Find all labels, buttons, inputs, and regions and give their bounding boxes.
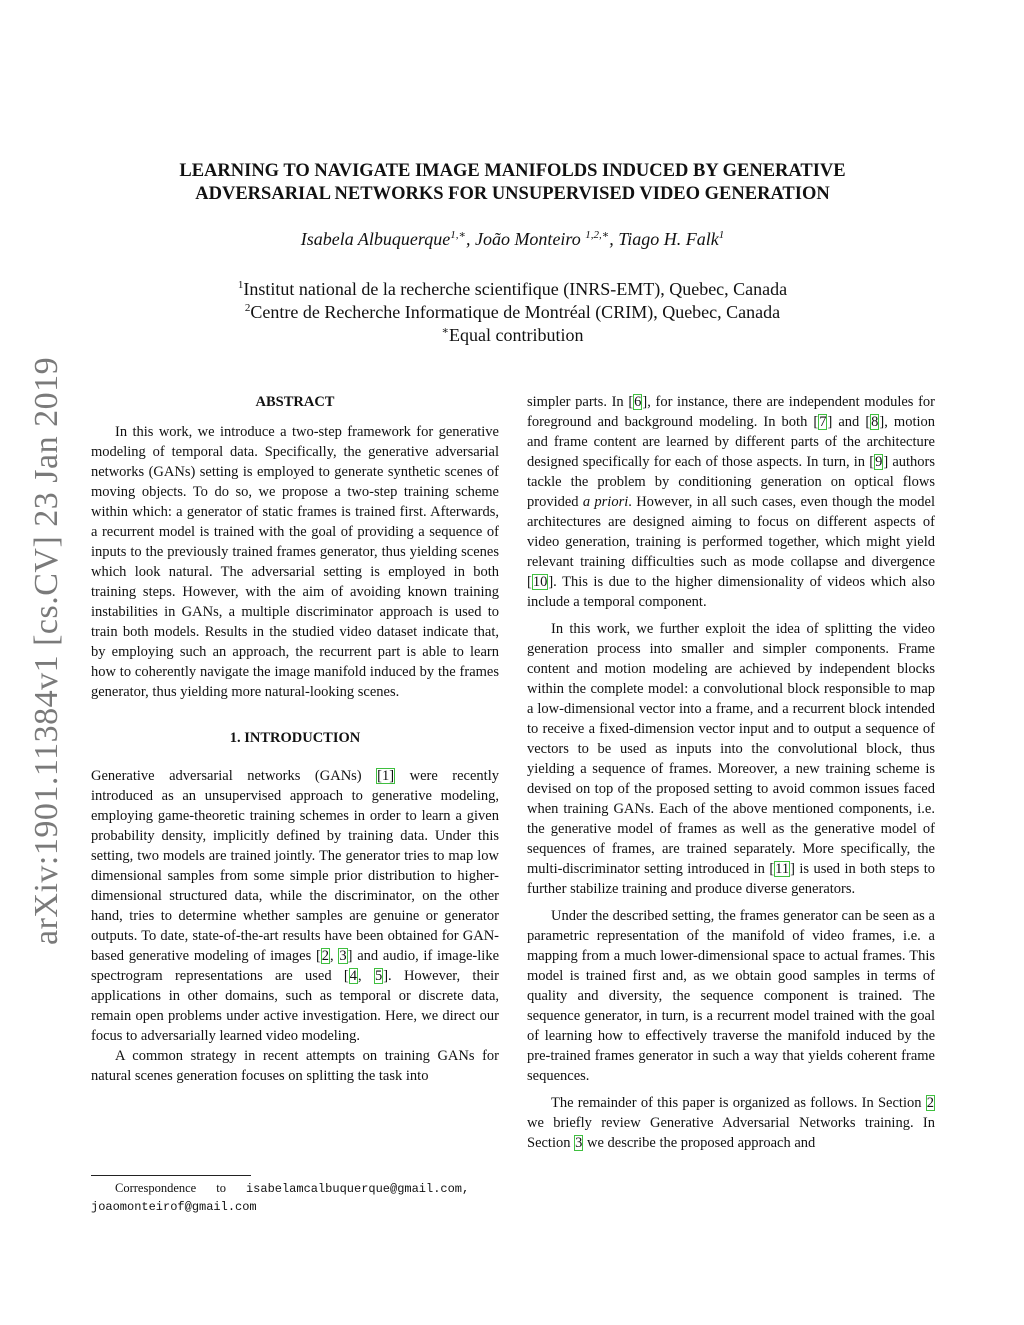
citation-link[interactable]: 6 [634, 394, 642, 410]
section-link[interactable]: 2 [926, 1095, 934, 1111]
arxiv-identifier-stamp: arXiv:1901.11384v1 [cs.CV] 23 Jan 2019 [28, 356, 65, 945]
affiliation-2-text: Centre de Recherche Informatique de Montréal (CRIM), Quebec, Canada [250, 302, 781, 322]
introduction-heading: 1. INTRODUCTION [229, 730, 361, 746]
right-paragraph-2: In this work, we further exploit the idea of splitting the video generation process into smaller and simpler components. Frame content and motion modeling are achieved by independent blocks within the complete model: a convolutional block responsible to map a low-dimensional vector into a frame, and a recurrent block intended to receive a fixed-dimension vector input and to output a sequence of vectors to be used as inputs into the convolutional block, thus yielding a sequence of frames. Moreover, a new training scheme is devised on top of the proposed setting to avoid common issues faced when training GANs. Each of the above mentioned components, i.e. the generative model of frames as well as the generative model of sequences of frames, are trained separately. More specifically, the multi-discriminator setting introduced in [11] is used in both steps to further stabilize training and produce diverse generators. [527, 621, 935, 897]
citation-link[interactable]: 5 [374, 968, 383, 984]
author-1-affil-mark: 1,∗ [450, 229, 466, 241]
author-list [90, 229, 935, 250]
author-3: , Tiago H. Falk [609, 229, 719, 249]
paper-title [90, 160, 935, 206]
equal-contribution-note [90, 324, 935, 347]
citation-link[interactable]: 2 [321, 948, 330, 964]
affiliation-1 [90, 278, 935, 301]
intro-paragraph-1: Generative adversarial networks (GANs) [1] were recently introduced as an unsupervised approach to generative modeling, employing game-theoretic training schemes in order to learn a given probability density, implicitly defined by training data. Under this setting, two models are trained jointly. The generator tries to map low dimensional samples from some simple prior distribution to higher-dimensional structured data, while the discriminator, on the other hand, tries to determine whether samples are genuine or generator outputs. To date, state-of-the-art results have been obtained for GAN-based generative modeling of images [2, 3] and audio, if image-like spectrogram representations are used [4, 5]. However, their applications in other domains, such as temporal or discrete data, remain open problems under active investigation. Here, we direct our focus to adversarially learned video modeling. [91, 768, 500, 1044]
footnote-divider [91, 1175, 251, 1176]
author-2: , João Monteiro [465, 229, 586, 249]
title-line-2: ADVERSARIAL NETWORKS FOR UNSUPERVISED VIDEO GENERATION [195, 184, 830, 204]
right-paragraph-4: The remainder of this paper is organized as follows. In Section 2 we briefly review Generative Adversarial Networks training. In Section 3 we describe the proposed approach and [527, 1095, 935, 1151]
email-2: joaomonteirof@gmail.com [91, 1200, 257, 1214]
email-1: isabelamcalbuquerque@gmail.com, [245, 1182, 470, 1196]
right-paragraph-1: simpler parts. In [6], for instance, there are independent modules for foreground and background modeling. In both [7] and [8], motion and frame content are learned by different parts of the architecture designed specifically for each of those aspects. In turn, in [9] authors tackle the problem by conditioning generation on optical flows provided a priori. However, in all such cases, even though the model architectures are designed aiming to focus on different aspects of video generation, training is performed together, which might yield relevant training difficulties such as mode collapse and divergence [10]. This is due to the higher dimensionality of videos which also include a temporal component. [527, 394, 936, 610]
author-2-affil-mark: 1,2,∗ [585, 229, 610, 241]
section-link[interactable]: 3 [575, 1135, 583, 1151]
citation-link[interactable]: [1] [377, 768, 395, 784]
intro-paragraph-2: A common strategy in recent attempts on training GANs for natural scenes generation focuses on splitting the task into [91, 1048, 499, 1084]
a-priori-emphasis: a priori [582, 494, 629, 510]
citation-link[interactable]: 3 [339, 948, 347, 964]
author-1: Isabela Albuquerque [300, 229, 451, 249]
author-3-affil-mark: 1 [718, 229, 725, 241]
citation-link[interactable]: 11 [775, 861, 790, 877]
citation-link[interactable]: 7 [819, 414, 827, 430]
affiliation-2 [90, 301, 935, 324]
correspondence-footnote [91, 1180, 501, 1216]
footnote-label: Correspondence [115, 1181, 197, 1195]
affiliation-2-mark: 2 [244, 302, 251, 314]
abstract-heading: ABSTRACT [255, 394, 335, 410]
abstract-text: In this work, we introduce a two-step framework for generative modeling of temporal data. Specifically, the generative adversarial networks (GANs) setting is employed to generate synthetic scenes of moving objects. To do so, we propose a two-step training scheme within which: a generator of static frames is trained first. Afterwards, a recurrent model is trained with the goal of providing a sequence of inputs to the previously trained frames generator, thus yielding scenes which look natural. The adversarial setting is employed in both training steps. However, with the aim of avoiding known training instabilities in GANs, a multiple discriminator approach is used to train both models. Results in the studied video dataset indicate that, by employing such an approach, the recurrent part is able to learn how to coherently navigate the image manifold induced by the frames generator, thus yielding more natural-looking scenes. [91, 424, 499, 700]
affiliation-1-text: Institut national de la recherche scientifique (INRS-EMT), Quebec, Canada [243, 279, 788, 299]
citation-link[interactable]: 4 [349, 968, 357, 984]
affiliations [90, 278, 935, 347]
equal-contribution-mark: ∗ [441, 325, 449, 337]
equal-contribution-text: Equal contribution [449, 325, 584, 345]
footnote-to: to [216, 1181, 226, 1195]
left-column [91, 392, 499, 1086]
right-paragraph-3: Under the described setting, the frames generator can be seen as a parametric representation of the manifold of video frames, i.e. a mapping from a much lower-dimensional space to actual frames. This model is trained first and, as we obtain good samples in terms of quality and diversity, the sequence component is trained. The sequence generator, in turn, is a recurrent model trained with the goal of learning how to effectively traverse the manifold induced by the pre-trained frames generator in such a way that yields coherent frame sequences. [527, 908, 935, 1084]
citation-link[interactable]: 9 [875, 454, 883, 470]
title-line-1: LEARNING TO NAVIGATE IMAGE MANIFOLDS INDUCED BY GENERATIVE [179, 161, 846, 181]
citation-link[interactable]: 8 [871, 414, 879, 430]
affiliation-1-mark: 1 [237, 279, 244, 291]
citation-link[interactable]: 10 [532, 574, 548, 590]
right-column [527, 392, 935, 1153]
